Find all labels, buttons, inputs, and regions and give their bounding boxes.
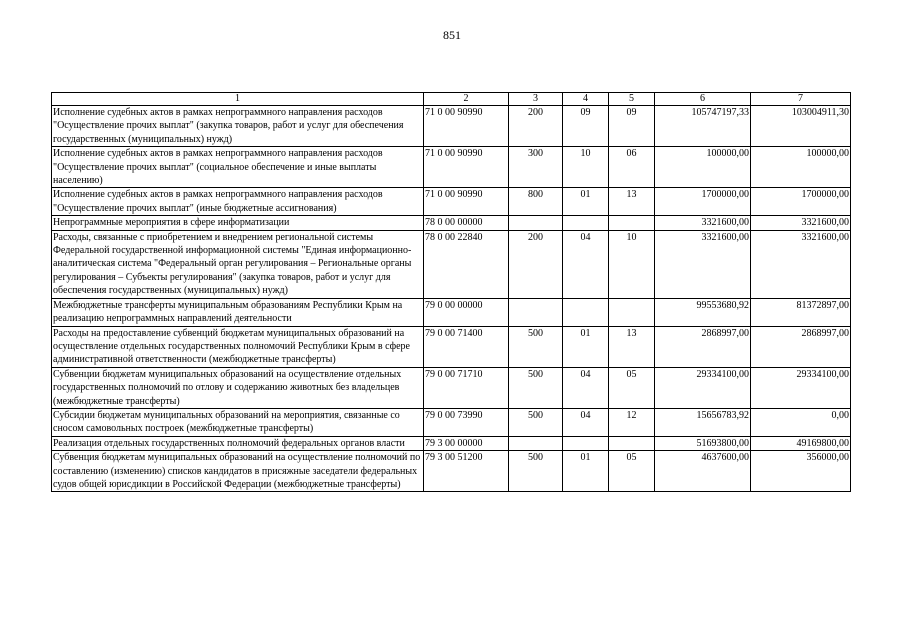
amount-year-2-cell: 1700000,00 bbox=[751, 188, 851, 216]
target-code-cell: 79 0 00 73990 bbox=[424, 408, 509, 436]
subsection-cell: 06 bbox=[609, 147, 655, 188]
amount-year-1-cell: 4637600,00 bbox=[655, 451, 751, 492]
amount-year-1-cell: 2868997,00 bbox=[655, 326, 751, 367]
expense-type-cell: 500 bbox=[509, 326, 563, 367]
target-code-cell: 79 3 00 00000 bbox=[424, 436, 509, 450]
header-cell: 5 bbox=[609, 93, 655, 106]
amount-year-2-cell: 3321600,00 bbox=[751, 216, 851, 230]
section-cell bbox=[563, 216, 609, 230]
expense-type-cell: 500 bbox=[509, 408, 563, 436]
expense-type-cell bbox=[509, 298, 563, 326]
amount-year-1-cell: 105747197,33 bbox=[655, 106, 751, 147]
table-row bbox=[52, 436, 851, 450]
target-code-cell: 79 0 00 71710 bbox=[424, 367, 509, 408]
amount-year-1-cell: 99553680,92 bbox=[655, 298, 751, 326]
section-cell: 01 bbox=[563, 451, 609, 492]
header-cell: 7 bbox=[751, 93, 851, 106]
expense-name-cell: Субвенция бюджетам муниципальных образований на осуществление полномочий по составлению (изменению) списков кандидатов в присяжные заседатели федеральных судов общей юрисдикции в Российской Федерации (межбюджетные трансферты) bbox=[52, 451, 424, 492]
subsection-cell: 10 bbox=[609, 230, 655, 298]
expense-type-cell: 300 bbox=[509, 147, 563, 188]
table-row bbox=[52, 216, 851, 230]
subsection-cell bbox=[609, 436, 655, 450]
table-row bbox=[52, 188, 851, 216]
section-cell: 09 bbox=[563, 106, 609, 147]
amount-year-2-cell: 49169800,00 bbox=[751, 436, 851, 450]
target-code-cell: 71 0 00 90990 bbox=[424, 188, 509, 216]
subsection-cell bbox=[609, 216, 655, 230]
expense-type-cell: 200 bbox=[509, 106, 563, 147]
section-cell: 01 bbox=[563, 326, 609, 367]
expense-type-cell: 500 bbox=[509, 451, 563, 492]
expense-name-cell: Исполнение судебных актов в рамках непрограммного направления расходов "Осуществление прочих выплат" (закупка товаров, работ и услуг для обеспечения государственных (муниципальных) нужд) bbox=[52, 106, 424, 147]
target-code-cell: 78 0 00 00000 bbox=[424, 216, 509, 230]
table-row bbox=[52, 451, 851, 492]
subsection-cell: 05 bbox=[609, 367, 655, 408]
expense-name-cell: Реализация отдельных государственных полномочий федеральных органов власти bbox=[52, 436, 424, 450]
subsection-cell bbox=[609, 298, 655, 326]
target-code-cell: 79 3 00 51200 bbox=[424, 451, 509, 492]
expense-type-cell bbox=[509, 216, 563, 230]
section-cell bbox=[563, 298, 609, 326]
amount-year-2-cell: 103004911,30 bbox=[751, 106, 851, 147]
amount-year-2-cell: 3321600,00 bbox=[751, 230, 851, 298]
section-cell: 04 bbox=[563, 230, 609, 298]
target-code-cell: 71 0 00 90990 bbox=[424, 106, 509, 147]
amount-year-1-cell: 15656783,92 bbox=[655, 408, 751, 436]
header-cell: 1 bbox=[52, 93, 424, 106]
subsection-cell: 13 bbox=[609, 188, 655, 216]
amount-year-1-cell: 3321600,00 bbox=[655, 230, 751, 298]
expense-name-cell: Межбюджетные трансферты муниципальным образованиям Республики Крым на реализацию непрограммных направлений деятельности bbox=[52, 298, 424, 326]
section-cell: 04 bbox=[563, 408, 609, 436]
section-cell: 01 bbox=[563, 188, 609, 216]
expense-name-cell: Расходы, связанные с приобретением и внедрением региональной системы Федеральной государственной информационной системы "Единая информационно-аналитическая система "Федеральный орган регулирования – Региональные органы регулирования – Субъекты регулирования" (закупка товаров, работ и услуг для обеспечения государственных (муниципальных) нужд) bbox=[52, 230, 424, 298]
table-row bbox=[52, 106, 851, 147]
target-code-cell: 78 0 00 22840 bbox=[424, 230, 509, 298]
page-number: 851 bbox=[443, 28, 461, 42]
target-code-cell: 71 0 00 90990 bbox=[424, 147, 509, 188]
amount-year-1-cell: 29334100,00 bbox=[655, 367, 751, 408]
amount-year-2-cell: 29334100,00 bbox=[751, 367, 851, 408]
table-row bbox=[52, 298, 851, 326]
expense-name-cell: Расходы на предоставление субвенций бюджетам муниципальных образований на осуществление отдельных государственных полномочий Республики Крым в сфере административной ответственности (межбюджетные трансферты) bbox=[52, 326, 424, 367]
expense-type-cell: 500 bbox=[509, 367, 563, 408]
amount-year-1-cell: 51693800,00 bbox=[655, 436, 751, 450]
table-row bbox=[52, 147, 851, 188]
section-cell bbox=[563, 436, 609, 450]
table-row bbox=[52, 326, 851, 367]
subsection-cell: 13 bbox=[609, 326, 655, 367]
expense-name-cell: Исполнение судебных актов в рамках непрограммного направления расходов "Осуществление прочих выплат" (социальное обеспечение и иные выплаты населению) bbox=[52, 147, 424, 188]
expense-name-cell: Исполнение судебных актов в рамках непрограммного направления расходов "Осуществление прочих выплат" (иные бюджетные ассигнования) bbox=[52, 188, 424, 216]
target-code-cell: 79 0 00 71400 bbox=[424, 326, 509, 367]
subsection-cell: 09 bbox=[609, 106, 655, 147]
table-row bbox=[52, 367, 851, 408]
target-code-cell: 79 0 00 00000 bbox=[424, 298, 509, 326]
expense-type-cell: 200 bbox=[509, 230, 563, 298]
budget-table bbox=[51, 92, 851, 492]
expense-name-cell: Непрограммные мероприятия в сфере информатизации bbox=[52, 216, 424, 230]
header-cell: 6 bbox=[655, 93, 751, 106]
table-body bbox=[52, 93, 851, 492]
table-row bbox=[52, 230, 851, 298]
table-header-row bbox=[52, 93, 851, 106]
amount-year-1-cell: 3321600,00 bbox=[655, 216, 751, 230]
header-cell: 2 bbox=[424, 93, 509, 106]
amount-year-2-cell: 81372897,00 bbox=[751, 298, 851, 326]
subsection-cell: 05 bbox=[609, 451, 655, 492]
header-cell: 4 bbox=[563, 93, 609, 106]
subsection-cell: 12 bbox=[609, 408, 655, 436]
section-cell: 10 bbox=[563, 147, 609, 188]
expense-name-cell: Субсидии бюджетам муниципальных образований на мероприятия, связанные со сносом самовольных построек (межбюджетные трансферты) bbox=[52, 408, 424, 436]
header-cell: 3 bbox=[509, 93, 563, 106]
expense-type-cell: 800 bbox=[509, 188, 563, 216]
amount-year-2-cell: 0,00 bbox=[751, 408, 851, 436]
expense-name-cell: Субвенции бюджетам муниципальных образований на осуществление отдельных государственных полномочий по отлову и содержанию животных без владельцев (межбюджетные трансферты) bbox=[52, 367, 424, 408]
amount-year-1-cell: 100000,00 bbox=[655, 147, 751, 188]
amount-year-2-cell: 356000,00 bbox=[751, 451, 851, 492]
amount-year-1-cell: 1700000,00 bbox=[655, 188, 751, 216]
expense-type-cell bbox=[509, 436, 563, 450]
amount-year-2-cell: 100000,00 bbox=[751, 147, 851, 188]
section-cell: 04 bbox=[563, 367, 609, 408]
table-row bbox=[52, 408, 851, 436]
amount-year-2-cell: 2868997,00 bbox=[751, 326, 851, 367]
